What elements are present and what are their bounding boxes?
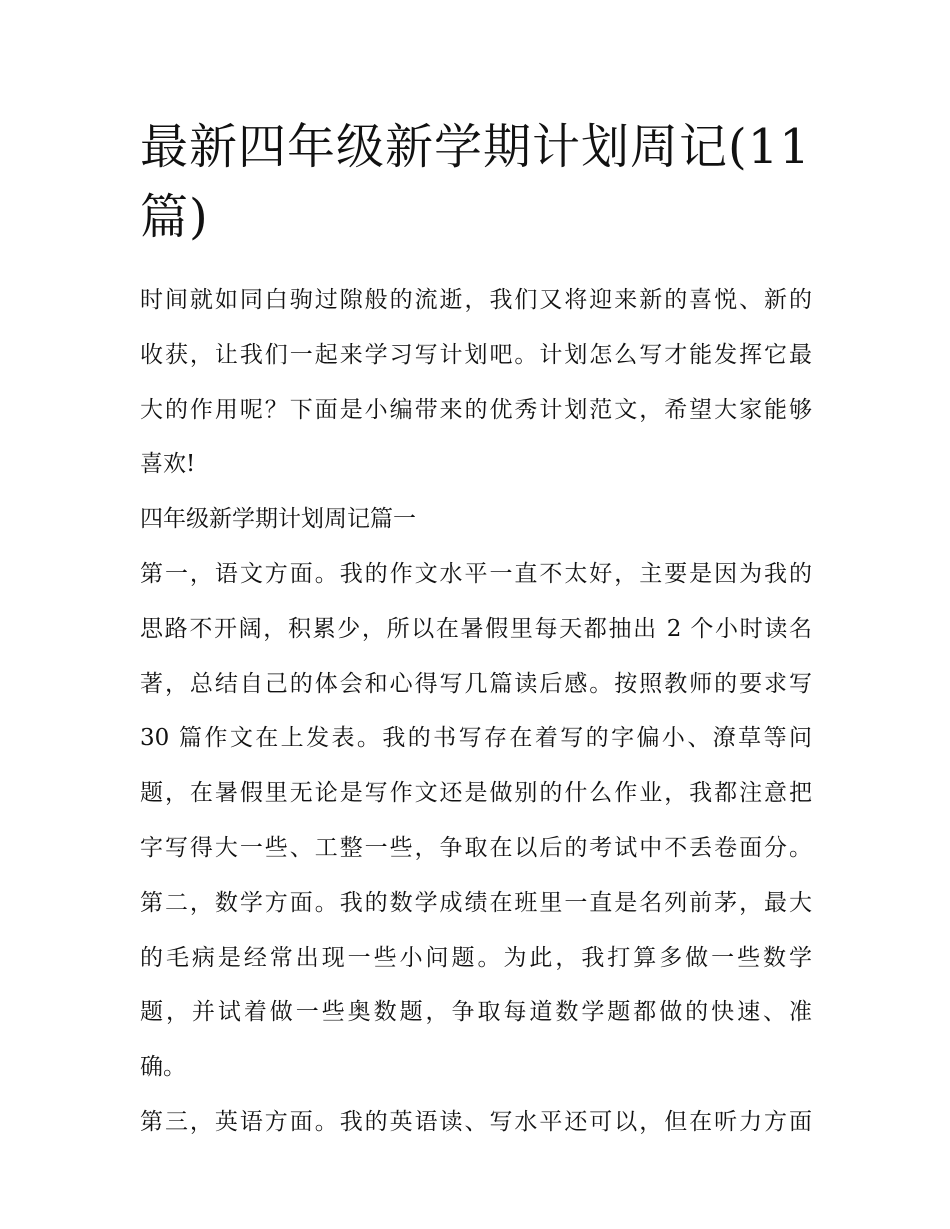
text-line: 收获，让我们一起来学习写计划吧。计划怎么写才能发挥它最 [140,341,812,368]
text-line: 著，总结自己的体会和心得写几篇读后感。按照教师的要求写 [140,670,812,697]
intro-paragraph [140,283,812,481]
text-line: 思路不开阔，积累少，所以在暑假里每天都抽出 2 个小时读名 [140,615,812,642]
text-line: 喜欢! [140,451,196,478]
text-line: 时间就如同白驹过隙般的流逝，我们又将迎来新的喜悦、新的 [140,287,812,313]
section-heading [140,502,812,536]
document-title [140,112,820,252]
text-line: 第三，英语方面。我的英语读、写水平还可以，但在听力方面 [140,1108,812,1135]
english-paragraph [140,1105,812,1139]
text-line: 30 篇作文在上发表。我的书写存在着写的字偏小、潦草等问 [140,725,812,752]
text-line: 大的作用呢？下面是小编带来的优秀计划范文，希望大家能够 [140,396,812,423]
text-line: 的毛病是经常出现一些小问题。为此，我打算多做一些数学 [140,944,812,971]
title-line-2: 篇) [140,189,209,245]
document-body [140,283,812,1160]
text-line: 第一，语文方面。我的作文水平一直不太好，主要是因为我的 [140,560,812,587]
chinese-paragraph [140,557,812,865]
text-line: 题，并试着做一些奥数题，争取每道数学题都做的快速、准 [140,999,812,1026]
text-line: 四年级新学期计划周记篇一 [140,506,416,533]
text-line: 字写得大一些、工整一些，争取在以后的考试中不丢卷面分。 [140,834,812,861]
text-line: 第二，数学方面。我的数学成绩在班里一直是名列前茅，最大 [140,889,812,916]
text-line: 题，在暑假里无论是写作文还是做别的什么作业，我都注意把 [140,780,812,807]
title-line-1: 最新四年级新学期计划周记(11 [140,119,811,175]
text-line: 确。 [140,1054,186,1081]
math-paragraph [140,886,812,1084]
